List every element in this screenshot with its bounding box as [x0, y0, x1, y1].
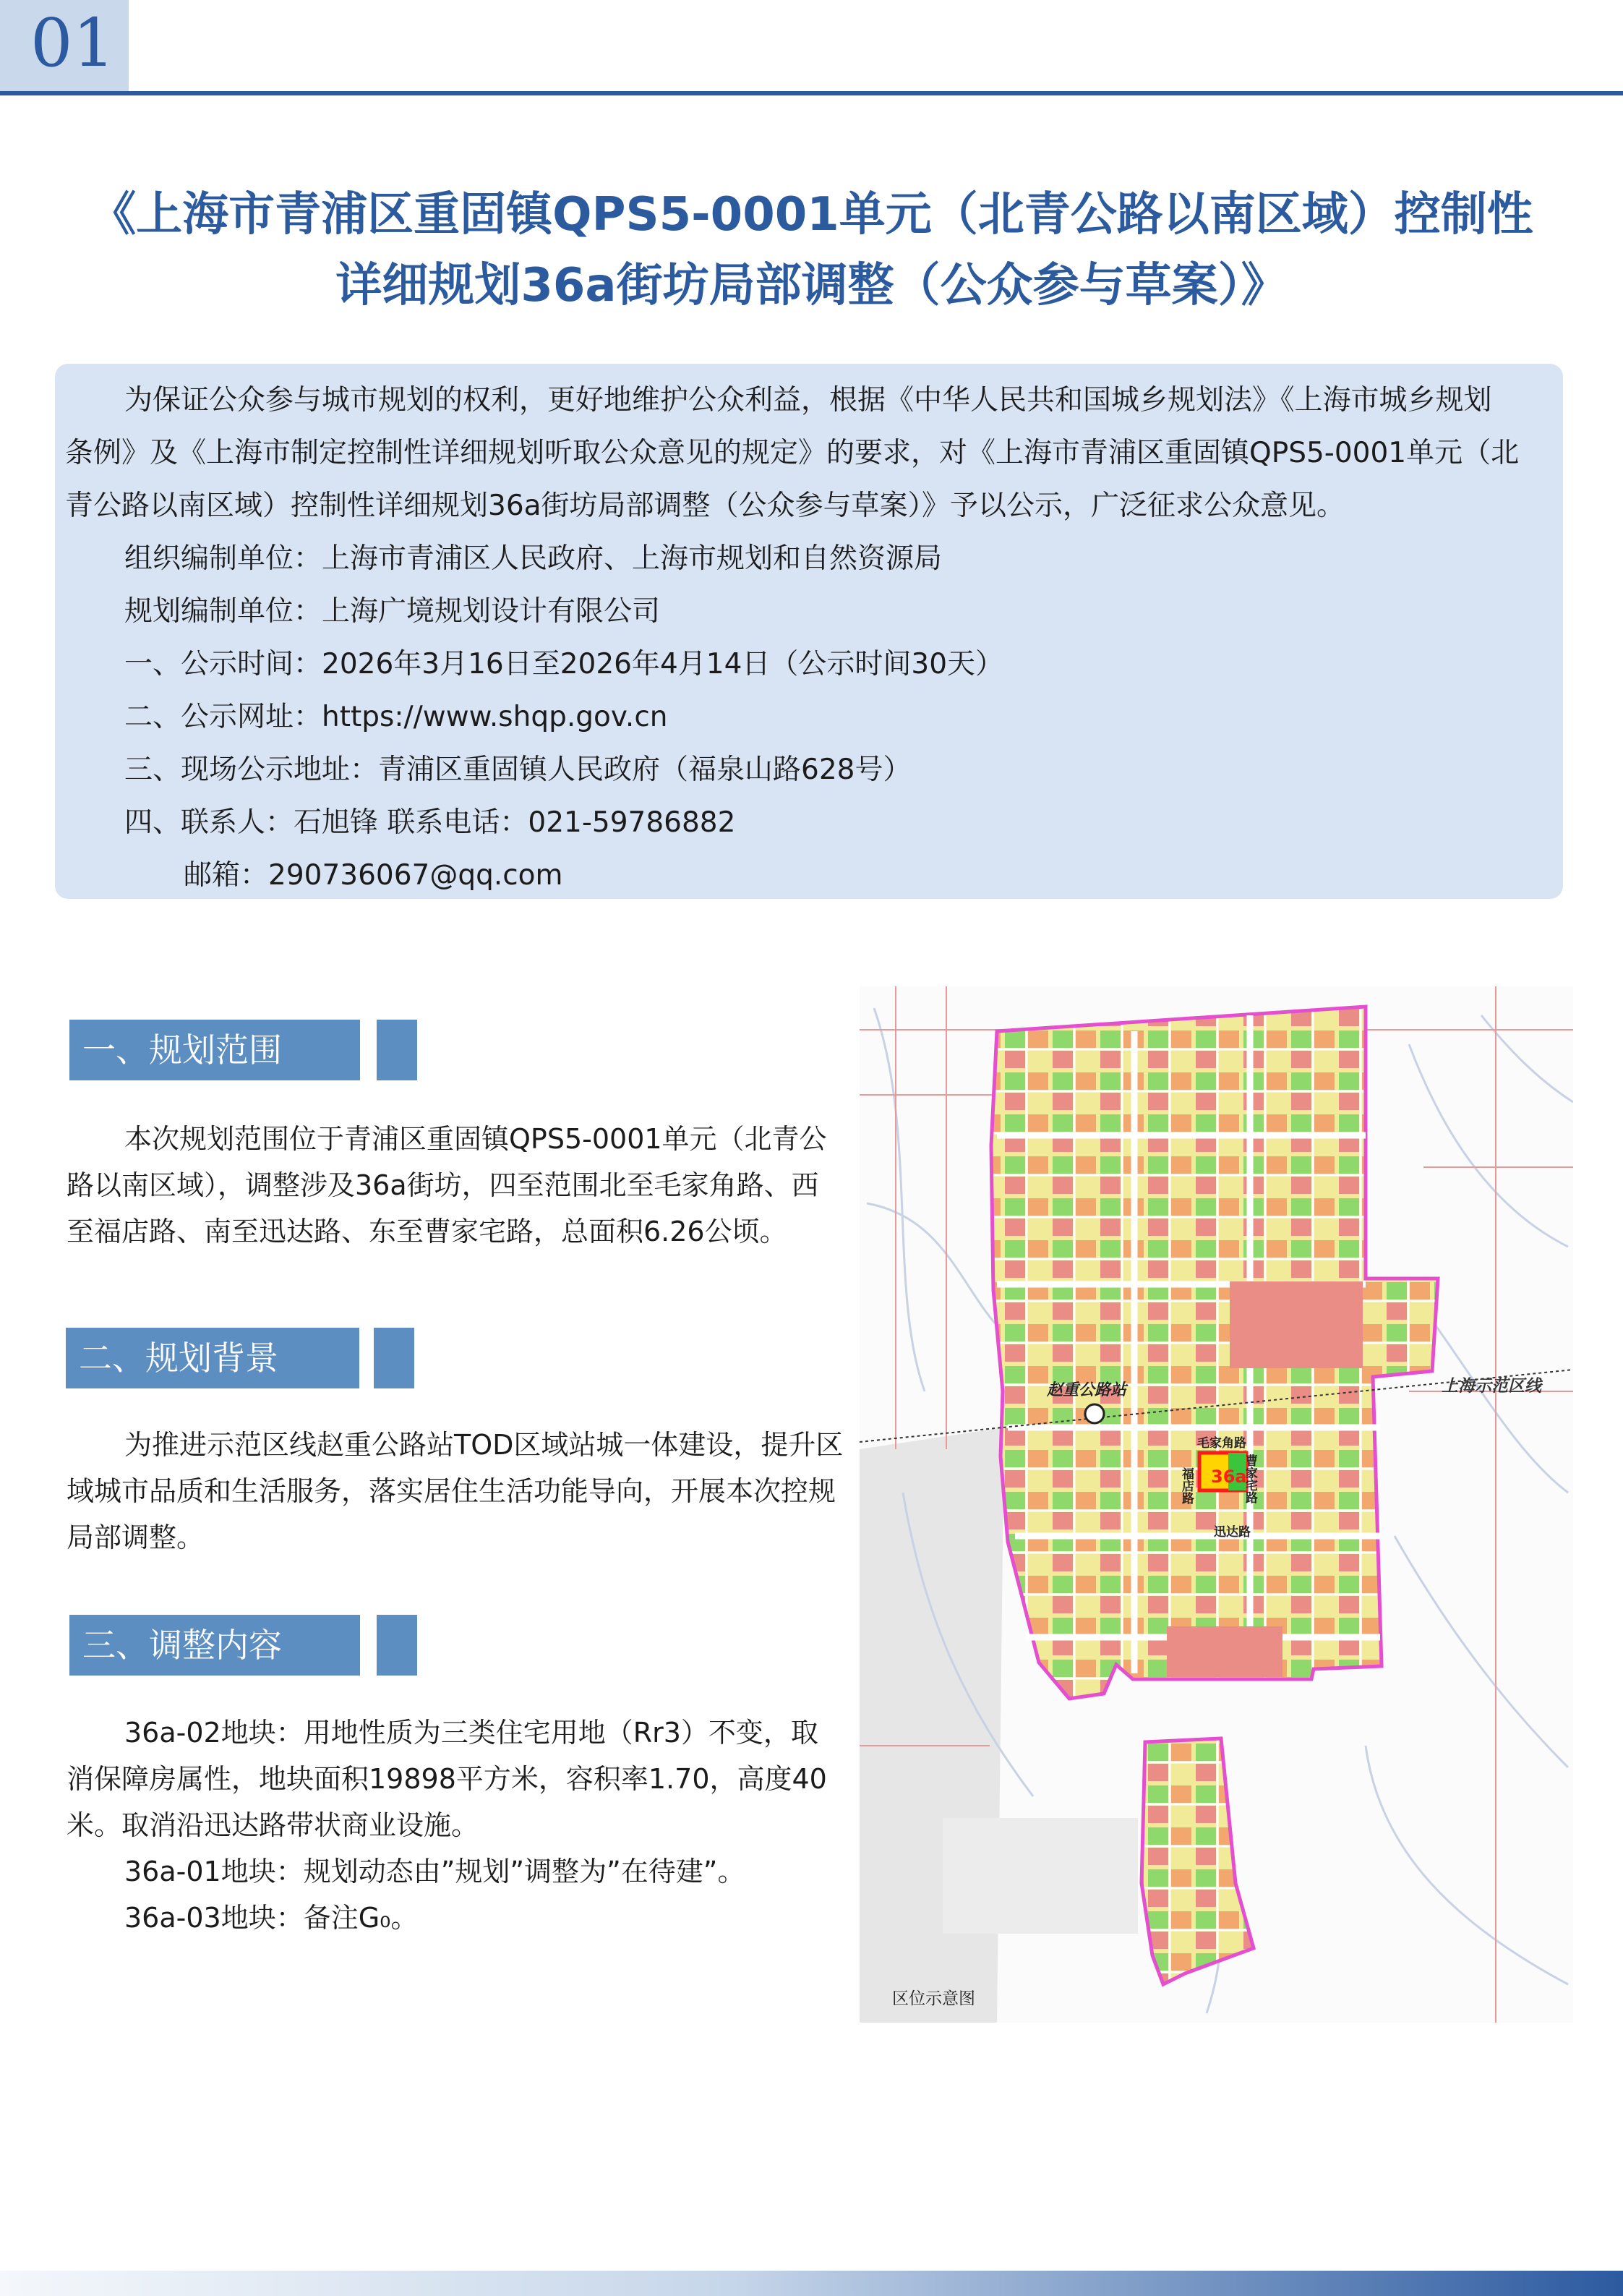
notice-org-unit: 组织编制单位：上海市青浦区人民政府、上海市规划和自然资源局 — [124, 542, 943, 575]
section-heading-adjustment-block — [377, 1615, 417, 1676]
scope-line-2: 路以南区域），调整涉及36a街坊，四至范围北至毛家角路、西 — [67, 1169, 819, 1201]
adjustment-line-4: 36a-01地块：规划动态由”规划”调整为”在待建”。 — [124, 1856, 745, 1887]
title-line-2: 详细规划36a街坊局部调整（公众参与草案）》 — [335, 259, 1288, 312]
adjustment-line-1: 36a-02地块：用地性质为三类住宅用地（Rr3）不变，取 — [124, 1717, 818, 1749]
title-line-1: 《上海市青浦区重固镇QPS5-0001单元（北青公路以南区域）控制性 — [90, 188, 1533, 242]
adjustment-line-3: 米。取消沿迅达路带状商业设施。 — [67, 1809, 479, 1841]
station-label: 赵重公路站 — [1047, 1381, 1127, 1399]
road-label-south: 迅达路 — [1214, 1525, 1251, 1540]
road-label-east: 曹家宅路 — [1243, 1454, 1257, 1503]
site-36a-label: 36a — [1211, 1467, 1247, 1487]
background-line-3: 局部调整。 — [67, 1522, 205, 1553]
page-number: 01 — [30, 4, 116, 82]
map-caption: 区位示意图 — [892, 1989, 975, 2008]
road-label-north: 毛家角路 — [1197, 1436, 1246, 1451]
notice-website[interactable]: 二、公示网址：https://www.shqp.gov.cn — [124, 701, 668, 733]
notice-box — [55, 364, 1563, 899]
scope-line-1: 本次规划范围位于青浦区重固镇QPS5-0001单元（北青公 — [124, 1123, 827, 1155]
notice-intro-line-3: 青公路以南区域）控制性详细规划36a街坊局部调整（公众参与草案）》予以公示，广泛征求公众意见。 — [65, 490, 1345, 522]
station-marker — [1085, 1404, 1104, 1423]
section-heading-adjustment: 三、调整内容 — [69, 1615, 360, 1676]
adjustment-line-2: 消保障房属性，地块面积19898平方米，容积率1.70，高度40 — [67, 1763, 827, 1795]
notice-email[interactable]: 邮箱：290736067@qq.com — [184, 859, 563, 892]
page-number-box — [0, 0, 129, 91]
notice-contact: 四、联系人：石旭锋 联系电话：021-59786882 — [124, 806, 736, 839]
map-grey-south — [943, 1818, 1138, 1934]
road-label-west: 福店路 — [1179, 1467, 1194, 1504]
location-map — [860, 986, 1573, 2023]
notice-time: 一、公示时间：2026年3月16日至2026年4月14日（公示时间30天） — [124, 648, 1004, 680]
section-heading-background-block — [374, 1328, 414, 1388]
section-heading-background: 二、规划背景 — [66, 1328, 359, 1388]
notice-plan-unit: 规划编制单位：上海广境规划设计有限公司 — [124, 595, 661, 628]
section-heading-scope-block — [377, 1020, 417, 1080]
background-line-2: 域城市品质和生活服务，落实居住生活功能导向，开展本次控规 — [67, 1475, 836, 1507]
footer-bar — [0, 2271, 1623, 2296]
notice-address: 三、现场公示地址：青浦区重固镇人民政府（福泉山路628号） — [124, 754, 912, 786]
section-heading-scope: 一、规划范围 — [69, 1020, 360, 1080]
scope-line-3: 至福店路、南至迅达路、东至曹家宅路，总面积6.26公顷。 — [67, 1216, 787, 1247]
header-rule — [0, 91, 1623, 95]
adjustment-line-5: 36a-03地块：备注G₀。 — [124, 1902, 419, 1934]
notice-intro-line-1: 为保证公众参与城市规划的权利，更好地维护公众利益，根据《中华人民共和国城乡规划法》《上海市城乡规划 — [124, 384, 1492, 417]
metro-line-label: 上海示范区线 — [1442, 1377, 1541, 1396]
page-title — [65, 179, 1558, 321]
notice-intro-line-2: 条例》及《上海市制定控制性详细规划听取公众意见的规定》的要求，对《上海市青浦区重固镇QPS5-0001单元（北 — [65, 437, 1520, 469]
background-line-1: 为推进示范区线赵重公路站TOD区域站城一体建设，提升区 — [124, 1429, 844, 1461]
